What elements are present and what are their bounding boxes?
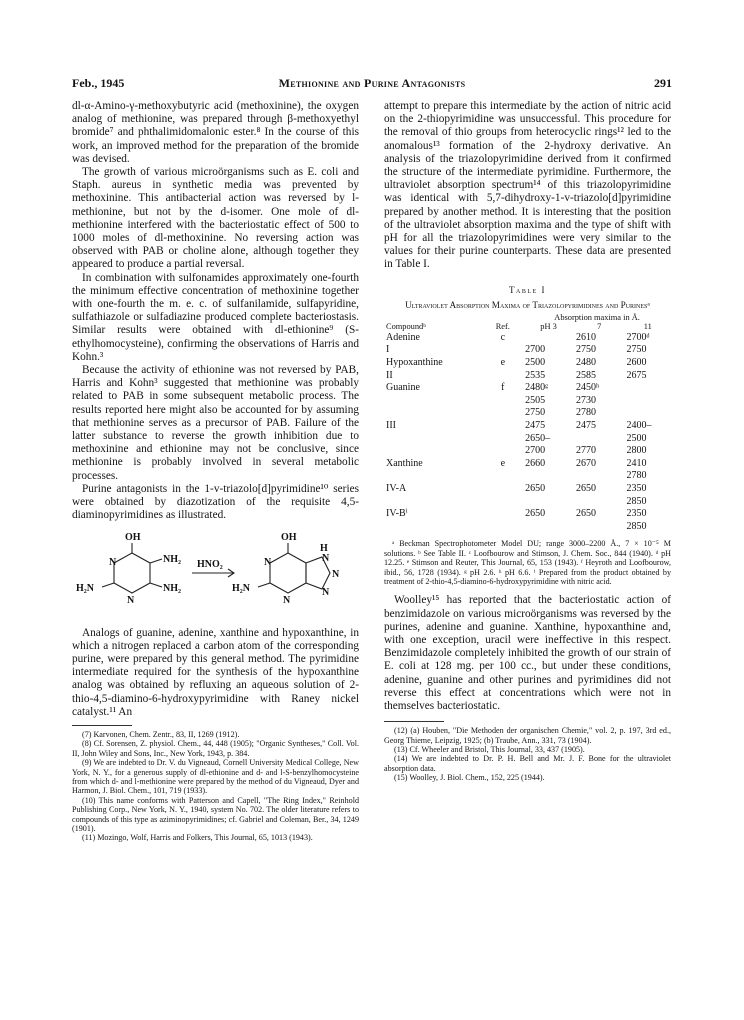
table-cell bbox=[384, 407, 482, 420]
reaction-scheme-svg bbox=[72, 529, 359, 619]
table-row bbox=[384, 470, 671, 483]
table-cell bbox=[523, 470, 574, 483]
running-header bbox=[72, 76, 672, 92]
table-cell: 2400– bbox=[626, 420, 652, 431]
col-header-ref: Ref. bbox=[495, 322, 510, 332]
table-cell bbox=[482, 420, 523, 433]
paragraph: Because the activity of ethionine was not reversed by PAB, Harris and Kohn³ suggested that methionine was probably related to PAB in some subsequent metabolic process. The results reported here might also be accounted for by assuming that methionine serves as a precursor of PAB. Failure of the latter substance to reverse the growth inhibition due to methoxinine and ethionine may not be conclusive, since methionine is probably involved in several metabolic processes. bbox=[72, 364, 359, 482]
table-row bbox=[384, 332, 671, 345]
pyrimidine-ring bbox=[114, 553, 150, 593]
table-row bbox=[384, 344, 671, 357]
absorption-table bbox=[384, 313, 671, 534]
table-row bbox=[384, 357, 671, 370]
table-cell: 2535 bbox=[525, 369, 546, 381]
ring-n-label: N bbox=[322, 586, 330, 598]
table-cell: 2500 bbox=[626, 432, 647, 444]
table-cell: 2780 bbox=[626, 470, 647, 482]
ring-n-label: N bbox=[332, 568, 340, 580]
table-cell: 2675 bbox=[626, 369, 647, 381]
table-cell bbox=[482, 407, 523, 420]
table-cell bbox=[482, 470, 523, 483]
table-row bbox=[384, 382, 671, 395]
table-cell bbox=[482, 344, 523, 357]
table-cell: 2700ᵈ bbox=[626, 331, 650, 343]
table-cell: 2480ᵍ bbox=[525, 382, 549, 394]
table-cell bbox=[482, 496, 523, 509]
table-cell bbox=[574, 433, 625, 446]
table-title: Table I bbox=[509, 284, 546, 295]
left-column bbox=[72, 100, 359, 843]
table-cell: 2610 bbox=[575, 331, 596, 343]
footnote: (7) Karvonen, Chem. Zentr., 83, II, 1269 (1912). bbox=[82, 729, 240, 739]
ring-n-label: N bbox=[283, 594, 291, 606]
table-cell: Hypoxanthine bbox=[386, 357, 443, 369]
table-cell: 2475 bbox=[525, 420, 546, 431]
paragraph: The growth of various microörganisms such as E. coli and Staph. aureus in synthetic media was prevented by methoxinine. This antibacterial action was reversed by l-methionine, but not by the d-isomer. One mole of dl-methionine interfered with the bacteriostatic effect of 500 to 1000 moles of dl-methoxinine. No reversing action was observed with PAB or choline alone, although together they appeared to produce a partial reversal. bbox=[72, 166, 359, 271]
table-footnotes: ᵃ Beckman Spectrophotometer Model DU; range 3000–2200 Å., 7 × 10⁻⁵ M solutions. ᵇ See Table II. ᶜ Loofbourow and Stimson, J. Chem. Soc., 844 (1940). ᵈ pH 12.25. ᵉ Stimson and Reuter, This Journal, 65, 153 (1943). ᶠ Heyroth and Loofbourow, ibid., 56, 1728 (1934). ᵍ pH 2.6. ʰ pH 6.6. ⁱ Prepared from the product obtained by treatment of 2-thio-4,5-diamino-6-hydroxypyrimidine with nitric acid. bbox=[384, 539, 671, 586]
oh-label: OH bbox=[281, 531, 297, 543]
table-row bbox=[384, 433, 671, 446]
table-cell: 2350 bbox=[626, 482, 647, 494]
table-row bbox=[384, 395, 671, 408]
footnote: (14) We are indebted to Dr. P. H. Bell and Mr. J. F. Bone for the ultraviolet absorption data. bbox=[384, 754, 671, 773]
table-cell bbox=[482, 508, 523, 521]
table-cell bbox=[482, 483, 523, 496]
table-cell bbox=[523, 496, 574, 509]
table-cell: 2350 bbox=[626, 508, 647, 520]
footnote-rule bbox=[72, 725, 132, 726]
footnote: (15) Woolley, J. Biol. Chem., 152, 225 (1944). bbox=[394, 773, 545, 783]
table-cell bbox=[482, 395, 523, 408]
table-cell bbox=[574, 521, 625, 534]
amine-label: H₂N bbox=[232, 582, 250, 594]
paragraph: dl-α-Amino-γ-methoxybutyric acid (methoxinine), the oxygen analog of methionine, was prepared through β-methoxyethyl bromide⁷ and phthalimidomalonic ester.⁸ In the course of this work, an improved method for the preparation of the bromide was devised. bbox=[72, 100, 359, 165]
col-header-ph11: 11 bbox=[643, 322, 652, 332]
col-header-ph3: pH 3 bbox=[540, 322, 557, 332]
table-row bbox=[384, 521, 671, 534]
table-cell bbox=[384, 395, 482, 408]
h-label: H bbox=[320, 542, 328, 554]
table-cell: 2585 bbox=[575, 369, 596, 381]
table-cell: 2650 bbox=[525, 482, 546, 494]
footnote: (11) Mozingo, Wolf, Harris and Folkers, This Journal, 65, 1013 (1943). bbox=[82, 833, 313, 843]
footnote: (10) This name conforms with Patterson and Capell, "The Ring Index," Reinhold Publishing Corp., New York, N. Y., 1940, system No. 702. The older literature refers to compounds of this type as aziminopyrimidines; cf. Gabriel and Coleman, Ber., 34, 1249 (1901). bbox=[72, 795, 359, 833]
table-row bbox=[384, 407, 671, 420]
table-cell: Guanine bbox=[386, 382, 420, 394]
amine-label: H₂N bbox=[76, 582, 94, 594]
footnote-rule bbox=[384, 721, 444, 722]
table-cell: 2475 bbox=[575, 420, 596, 431]
table-cell bbox=[384, 445, 482, 458]
table-cell: 2650 bbox=[575, 482, 596, 494]
table-cell bbox=[523, 332, 574, 345]
triazolopyrimidine-ring bbox=[270, 553, 306, 593]
table-cell: 2600 bbox=[626, 357, 647, 369]
table-cell: I bbox=[386, 344, 390, 356]
table-cell: 2850 bbox=[626, 520, 647, 532]
table-cell: II bbox=[386, 369, 393, 381]
table-cell: e bbox=[500, 357, 506, 369]
oh-label: OH bbox=[125, 531, 141, 543]
table-cell: Xanthine bbox=[386, 457, 423, 469]
table-cell: III bbox=[386, 420, 396, 431]
header-title: Methionine and Purine Antagonists bbox=[278, 76, 466, 90]
table-cell: 2450ʰ bbox=[575, 382, 600, 394]
table-cell: 2650 bbox=[525, 508, 546, 520]
footnote: (12) (a) Houben, "Die Methoden der organischen Chemie," vol. 2, p. 197, 3rd ed., Georg Thieme, Leipzig, 1925; (b) Traube, Ann., 331, 73 (1904). bbox=[384, 726, 671, 745]
table-row bbox=[384, 445, 671, 458]
header-date: Feb., 1945 bbox=[72, 76, 125, 90]
col-header-ph7: 7 bbox=[597, 322, 602, 332]
right-column bbox=[384, 100, 671, 783]
paragraph: Woolley¹⁵ has reported that the bacteriostatic action of benzimidazole on various microörganisms was reversed by the purines, adenine and guanine. Xanthine, hypoxanthine and, with one exception, uracil were ineffective in this respect. Benzimidazole completely inhibited the growth of our strain of E. coli at 128 mg. per 100 cc., but under these conditions, adenine, guanine and other purines and pyrimidines did not reverse this effect at concentrations which were not in themselves bacteriostatic. bbox=[384, 594, 671, 712]
table-cell bbox=[384, 433, 482, 446]
table-caption: Ultraviolet Absorption Maxima of Triazolopyrimidines and Purinesᵃ bbox=[405, 299, 650, 310]
table-cell: 2780 bbox=[575, 407, 596, 419]
footnote: (13) Cf. Wheeler and Bristol, This Journal, 33, 437 (1905). bbox=[394, 745, 585, 755]
table-cell: e bbox=[500, 457, 506, 469]
table-cell: 2800 bbox=[626, 445, 647, 457]
table-cell bbox=[574, 470, 625, 483]
table-cell: 2750 bbox=[525, 407, 546, 419]
footnote: (8) Cf. Sorensen, Z. physiol. Chem., 44, 448 (1905); "Organic Syntheses," Coll. Vol. II, John Wiley and Sons, Inc., New York, 1943, p. 384. bbox=[72, 739, 359, 758]
table-cell: 2750 bbox=[626, 344, 647, 356]
reagent-label: HNO₂ bbox=[197, 558, 223, 570]
table-cell: 2700 bbox=[525, 344, 546, 356]
table-cell: IV-Bⁱ bbox=[386, 508, 408, 520]
ring-n-label: N bbox=[127, 594, 135, 606]
table-cell: 2750 bbox=[575, 344, 596, 356]
table-cell bbox=[482, 370, 523, 383]
amine-label: NH₂ bbox=[163, 553, 181, 565]
table-row bbox=[384, 420, 671, 433]
reaction-scheme bbox=[72, 529, 359, 619]
paragraph: attempt to prepare this intermediate by the action of nitric acid on the 2-thiopyrimidine was unsuccessful. This procedure for the removal of thio groups from heterocyclic rings¹² led to the anomalous¹³ formation of the 2-hydroxy derivative. An analysis of the triazolopyrimidine derived from it confirmed the structure of the intermediate pyrimidine. Furthermore, the ultraviolet absorption spectrum¹⁴ of this triazolopyrimidine was identical with 5,7-dihydroxy-1-v-triazolo[d]pyrimidine prepared by another method. It is interesting that the position of the ultraviolet absorption maxima and the type of shift with pH for all the triazolopyrimidines were very similar to the values for their purine counterparts. These data are presented in Table I. bbox=[384, 100, 671, 271]
table-cell: 2660 bbox=[525, 457, 546, 469]
table-row bbox=[384, 508, 671, 521]
footnote: (9) We are indebted to Dr. V. du Vigneaud, Cornell University Medical College, New York, N. Y., for a generous supply of dl-ethionine and d- and l-S-benzylhomocysteine from which d- and l-methionine were prepared by the method of du Vigneaud, Dyer and Harmon, J. Biol. Chem., 101, 719 (1933). bbox=[72, 758, 359, 796]
table-cell: f bbox=[501, 382, 505, 394]
footnotes bbox=[384, 726, 671, 782]
ring-n-label: N bbox=[109, 556, 117, 568]
paragraph: Analogs of guanine, adenine, xanthine and hypoxanthine, in which a nitrogen replaced a carbon atom of the corresponding purine, were prepared by this general method. The pyrimidine intermediate required for the synthesis of the hypoxanthine analog was obtained by refluxing an aqueous solution of 2-thio-4,5-diamino-6-hydroxypyrimidine with Raney nickel catalyst.¹¹ An bbox=[72, 626, 359, 718]
table-cell bbox=[625, 407, 671, 420]
table-cell: 2650– bbox=[525, 432, 551, 444]
paragraph: In combination with sulfonamides approximately one-fourth the minimum effective concentration of methoxinine together with one-fourth the m. e. c. of sulfanilamide, sulfapyridine, sulfathiazole or sulfadiazine produced complete bacteriostasis. Similar results were obtained with dl-ethionine⁹ (S-ethylhomocysteine), confirming the observations of Harris and Kohn.³ bbox=[72, 271, 359, 363]
page-number: 291 bbox=[654, 76, 672, 90]
table-cell: 2410 bbox=[626, 457, 647, 469]
ring-n-label: N bbox=[264, 556, 272, 568]
table-cell: 2480 bbox=[575, 357, 596, 369]
table-row bbox=[384, 483, 671, 496]
table-row bbox=[384, 370, 671, 383]
table-cell bbox=[482, 445, 523, 458]
table-row bbox=[384, 496, 671, 509]
table-cell: 2730 bbox=[575, 394, 596, 406]
table-cell bbox=[482, 521, 523, 534]
table-cell: 2500 bbox=[525, 357, 546, 369]
ring-n-label: N bbox=[322, 552, 330, 564]
table-cell: 2505 bbox=[525, 394, 546, 406]
table-cell: 2770 bbox=[575, 445, 596, 457]
table-cell bbox=[482, 433, 523, 446]
table-cell: 2700 bbox=[525, 445, 546, 457]
table-cell: 2650 bbox=[575, 508, 596, 520]
table-cell bbox=[523, 521, 574, 534]
col-header-group: Absorption maxima in Å. bbox=[554, 312, 640, 322]
table-row bbox=[384, 458, 671, 471]
paragraph: Purine antagonists in the 1-v-triazolo[d]pyrimidine¹⁰ series were obtained by diazotization of the requisite 4,5-diaminopyrimidines as illustrated. bbox=[72, 482, 359, 522]
table-cell: IV-A bbox=[386, 482, 407, 494]
footnotes bbox=[72, 730, 359, 843]
table-cell bbox=[625, 395, 671, 408]
table-cell: Adenine bbox=[386, 331, 420, 343]
table-cell: 2850 bbox=[626, 495, 647, 507]
table-cell bbox=[384, 470, 482, 483]
table-cell bbox=[574, 496, 625, 509]
table-cell: 2670 bbox=[575, 457, 596, 469]
table-cell bbox=[384, 521, 482, 534]
table-cell bbox=[625, 382, 671, 395]
table-cell bbox=[384, 496, 482, 509]
amine-label: NH₂ bbox=[163, 582, 181, 594]
table-cell: c bbox=[500, 331, 506, 343]
col-header-compound: Compoundᵇ bbox=[386, 322, 426, 332]
